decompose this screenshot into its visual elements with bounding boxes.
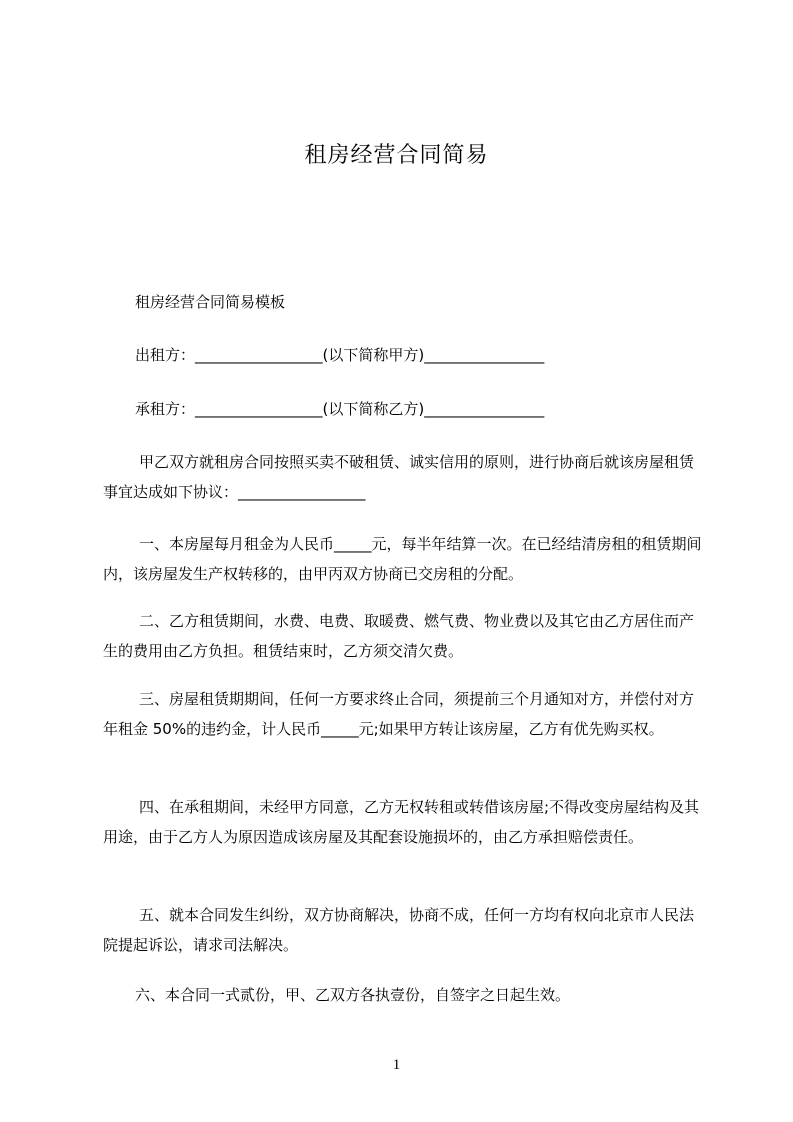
page-title: 租房经营合同简易 — [304, 143, 489, 168]
page-number: 1 — [392, 1057, 401, 1073]
lessee-line: 承租方：_________________(以下简称乙方)________________ — [135, 400, 545, 418]
subtitle-paragraph: 租房经营合同简易模板 — [135, 293, 286, 311]
clause-5: 五、就本合同发生纠纷，双方协商解决，协商不成，任何一方均有权向北京市人民法院提起诉讼，请求司法解决。 — [103, 906, 695, 954]
clause-1: 一、本房屋每月租金为人民币_____元，每半年结算一次。在已经结清房租的租赁期间内，该房屋发生产权转移的，由甲丙双方协商已交房租的分配。 — [103, 535, 702, 583]
clause-3: 三、房屋租赁期期间，任何一方要求终止合同，须提前三个月通知对方，并偿付对方年租金 50%的违约金，计人民币_____元;如果甲方转让该房屋，乙方有优先购买权。 — [103, 690, 695, 738]
clause-2: 二、乙方租赁期间，水费、电费、取暖费、燃气费、物业费以及其它由乙方居住而产生的费用由乙方负担。租赁结束时，乙方须交清欠费。 — [103, 612, 695, 660]
lessor-line: 出租方：_________________(以下简称甲方)________________ — [135, 346, 545, 364]
clause-6: 六、本合同一式贰份，甲、乙双方各执壹份，自签字之日起生效。 — [135, 986, 571, 1004]
clause-4: 四、在承租期间，未经甲方同意，乙方无权转租或转借该房屋;不得改变房屋结构及其用途，由于乙方人为原因造成该房屋及其配套设施损坏的，由乙方承担赔偿责任。 — [103, 798, 700, 846]
intro-paragraph: 甲乙双方就租房合同按照买卖不破租赁、诚实信用的原则，进行协商后就该房屋租赁事宜达成如下协议：_________________ — [103, 453, 695, 501]
